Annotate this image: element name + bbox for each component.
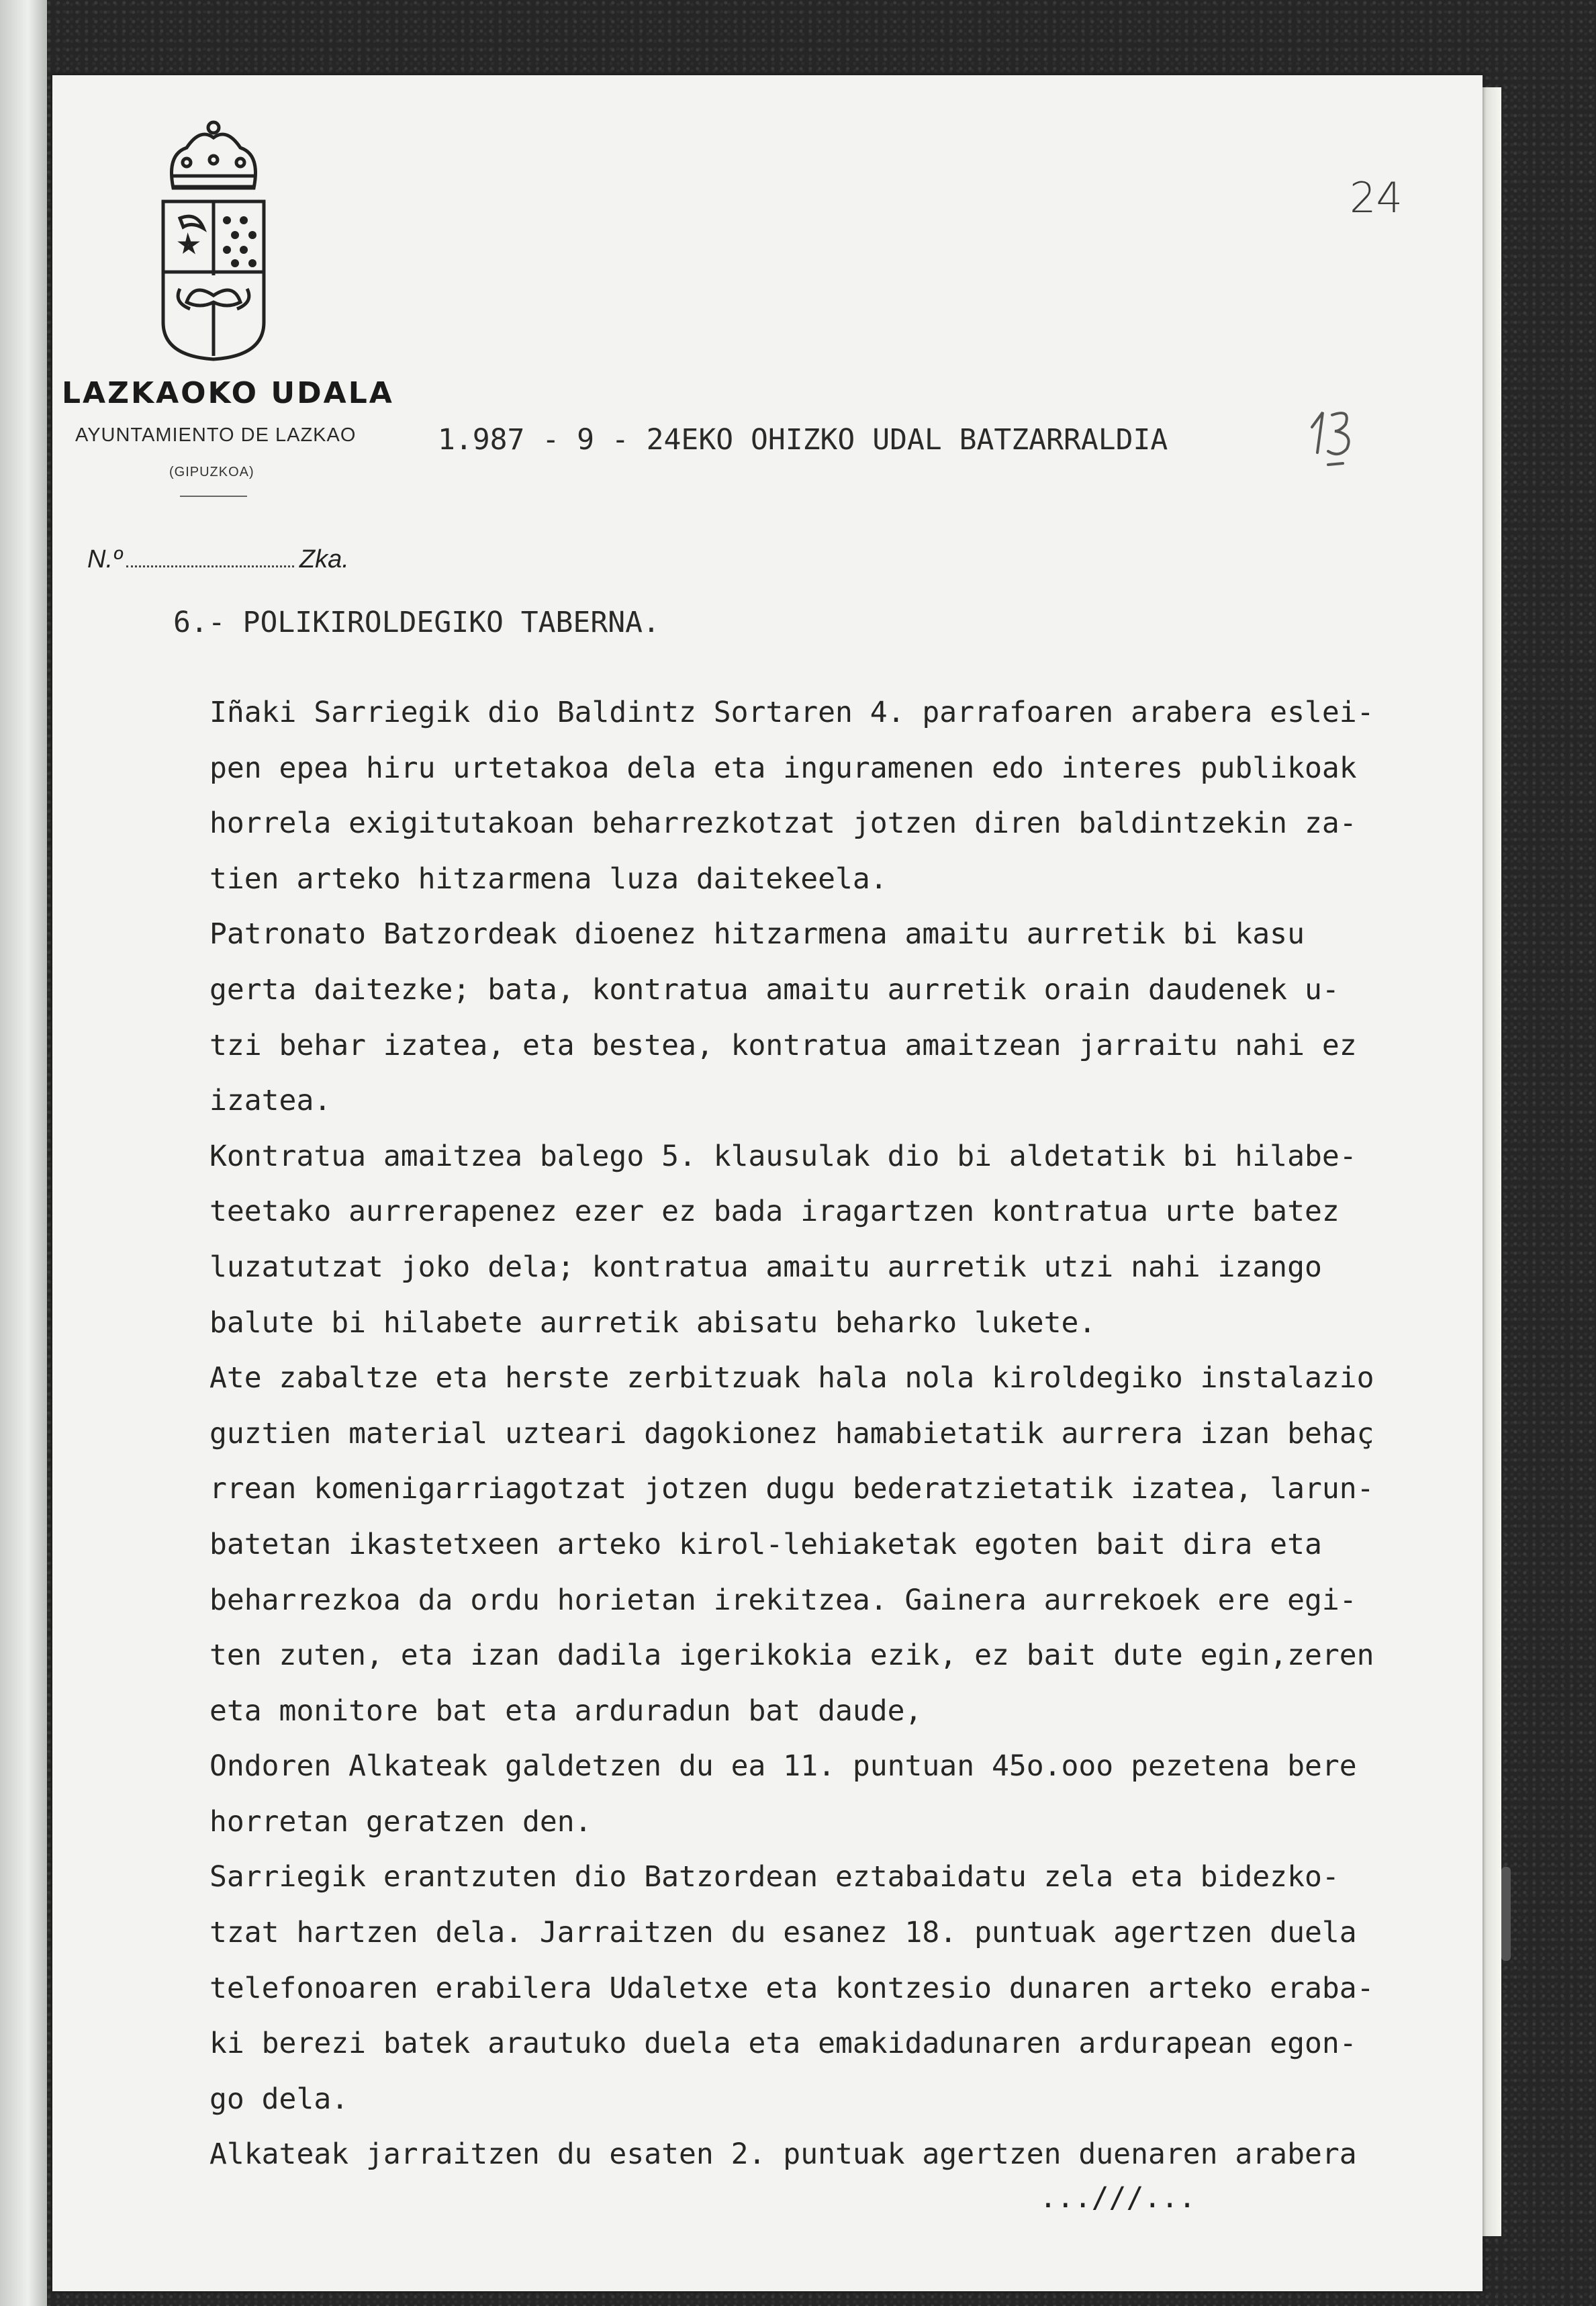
text-line: Sarriegik erantzuten dio Batzordean eztabaidatu zela eta bidezko- (209, 1860, 1340, 1894)
organization-subtitle: AYUNTAMIENTO DE LAZKAO (75, 424, 357, 446)
text-line: tzat hartzen dela. Jarraitzen du esanez 18. puntuak agertzen duela (209, 1916, 1357, 1950)
meeting-heading: 1.987 - 9 - 24EKO OHIZKO UDAL BATZARRALDIA (438, 423, 1168, 457)
handwritten-number (1304, 400, 1364, 474)
coat-of-arms-icon (113, 101, 314, 383)
number-label: N.º (87, 545, 122, 573)
text-line: Kontratua amaitzea balego 5. klausulak dio bi aldetatik bi hilabe- (209, 1139, 1357, 1173)
organization-province: (GIPUZKOA) (169, 465, 254, 479)
text-line: rrean komenigarriagotzat jotzen dugu bederatzietatik izatea, larun- (209, 1472, 1374, 1506)
text-line: eta monitore bat eta arduradun bat daude, (209, 1694, 923, 1728)
text-line: balute bi hilabete aurretik abisatu beharko lukete. (209, 1305, 1096, 1340)
text-line: horretan geratzen den. (209, 1804, 592, 1839)
text-line: gerta daitezke; bata, kontratua amaitu aurretik orain daudenek u- (209, 972, 1340, 1007)
text-line: ten zuten, eta izan dadila igerikokia ezik, ez bait dute egin,zeren (209, 1639, 1374, 1673)
text-line: Ondoren Alkateak galdetzen du ea 11. puntuan 45o.ooo pezetena bere (209, 1749, 1357, 1784)
text-line: Iñaki Sarriegik dio Baldintz Sortaren 4. parrafoaren arabera eslei- (209, 696, 1374, 729)
text-line: horrela exigitutakoan beharrezkotzat jotzen diren baldintzekin za- (209, 806, 1357, 841)
section-title: 6.- POLIKIROLDEGIKO TABERNA. (173, 606, 660, 639)
text-line: tien arteko hitzarmena luza daitekeela. (209, 862, 888, 896)
text-line: Patronato Batzordeak dioenez hitzarmena amaitu aurretik bi kasu (209, 917, 1305, 952)
text-line: Alkateak jarraitzen du esaten 2. puntuak agertzen duenaren arabera (209, 2137, 1357, 2172)
number-dotted-line (126, 565, 294, 567)
number-suffix: Zka. (299, 545, 349, 573)
text-line: guztien material uzteari dagokionez hamabietatik aurrera izan behaç (209, 1416, 1374, 1450)
continuation-mark: ...///... (1039, 2181, 1196, 2215)
text-line: izatea. (209, 1084, 332, 1118)
text-line: Ate zabaltze eta herste zerbitzuak hala nola kiroldegiko instalazio (209, 1361, 1374, 1395)
text-line: ki berezi batek arautuko duela eta emakidadunaren ardurapean egon- (209, 2027, 1357, 2061)
organization-name: LAZKAOKO UDALA (62, 376, 394, 410)
text-line: telefonoaren erabilera Udaletxe eta kontzesio dunaren arteko eraba- (209, 1971, 1374, 2005)
minutes-body (209, 685, 1485, 2182)
text-line: luzatutzat joko dela; kontratua amaitu aurretik utzi nahi izango (209, 1250, 1322, 1284)
text-line: tzi behar izatea, eta bestea, kontratua amaitzean jarraitu nahi ez (209, 1028, 1357, 1062)
page-number: 24 (1350, 173, 1403, 222)
text-line: teetako aurrerapenez ezer ez bada iragartzen kontratua urte batez (209, 1195, 1340, 1229)
text-line: go dela. (209, 2082, 349, 2116)
letterhead-rule (180, 496, 247, 497)
text-line: pen epea hiru urtetakoa dela eta inguramenen edo interes publikoak (209, 751, 1357, 785)
previous-page-edge (0, 0, 47, 2306)
binder-clip (1501, 1867, 1511, 1961)
page-stack-edge (1483, 87, 1501, 2236)
document-number-field (87, 545, 423, 574)
text-line: batetan ikastetxeen arteko kirol-lehiaketak egoten bait dira eta (209, 1527, 1322, 1561)
text-line: beharrezkoa da ordu horietan irekitzea. Gainera aurrekoek ere egi- (209, 1583, 1357, 1617)
